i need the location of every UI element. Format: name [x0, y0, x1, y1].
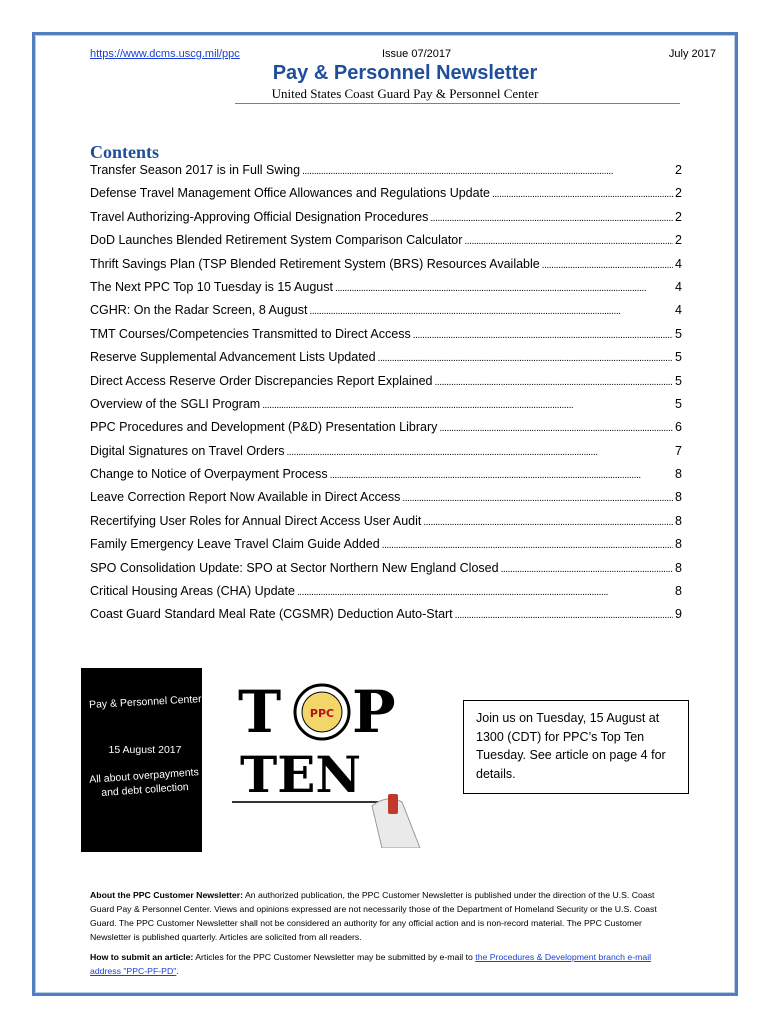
toc-entry[interactable]: Family Emergency Leave Travel Claim Guide Added . . . 8	[90, 537, 682, 560]
toc-entry[interactable]: TMT Courses/Competencies Transmitted to Direct Access . . . 5	[90, 327, 682, 350]
ten-text: TEN	[240, 745, 362, 804]
toc-entry[interactable]: Transfer Season 2017 is in Full Swing . . . 2	[90, 163, 682, 186]
toc-entry[interactable]: Travel Authorizing-Approving Official Designation Procedures . . . 2	[90, 210, 682, 233]
toc-entry[interactable]: DoD Launches Blended Retirement System Comparison Calculator . . . 2	[90, 233, 682, 256]
poster-subtitle: All about overpayments and debt collection	[88, 766, 200, 800]
toc-entry[interactable]: Leave Correction Report Now Available in Direct Access . . . 8	[90, 490, 682, 513]
newsletter-title: Pay & Personnel Newsletter	[272, 62, 538, 84]
newsletter-subtitle: United States Coast Guard Pay & Personnel Center	[271, 86, 539, 101]
top-text-t: T	[238, 678, 282, 746]
toc-entry[interactable]: The Next PPC Top 10 Tuesday is 15 August . . . 4	[90, 280, 682, 303]
toc-entry[interactable]: Thrift Savings Plan (TSP Blended Retirement System (BRS) Resources Available . . . 4	[90, 257, 682, 280]
submit-article: How to submit an article: Articles for the PPC Customer Newsletter may be submitted by e-mail to the Procedures & Development branch e-mail address "PPC-PF-PD".	[90, 952, 652, 976]
toc-entry[interactable]: PPC Procedures and Development (P&D) Presentation Library . . . 6	[90, 420, 682, 443]
toc-entry[interactable]: Reserve Supplemental Advancement Lists Updated . . . 5	[90, 350, 682, 373]
issue-date: July 2017	[668, 48, 716, 60]
contents-heading: Contents	[90, 142, 160, 162]
svg-text:PPC: PPC	[309, 707, 335, 720]
toc-entry[interactable]: CGHR: On the Radar Screen, 8 August . . . 4	[90, 303, 682, 326]
email-link[interactable]: the Procedures & Development branch e-mail address "PPC-PF-PD"	[90, 952, 652, 976]
top-ten-graphic	[222, 676, 432, 848]
issue-number: Issue 07/2017	[382, 48, 452, 60]
top-text-p: P	[352, 678, 396, 746]
toc-entry[interactable]: Recertifying User Roles for Annual Direct Access User Audit . . . 8	[90, 514, 682, 537]
toc-entry[interactable]: Direct Access Reserve Order Discrepancies Report Explained . . . 5	[90, 374, 682, 397]
toc-entry[interactable]: Critical Housing Areas (CHA) Update . . . 8	[90, 584, 682, 607]
table-of-contents	[90, 163, 682, 631]
website-link[interactable]: https://www.dcms.uscg.mil/ppc	[90, 48, 240, 60]
poster-date: 15 August 2017	[108, 744, 182, 756]
toc-entry[interactable]: Digital Signatures on Travel Orders . . . 7	[90, 444, 682, 467]
poster-title: Pay & Personnel Center	[88, 693, 202, 712]
event-callout: Join us on Tuesday, 15 August at 1300 (CDT) for PPC’s Top Ten Tuesday. See article on page 4 for details.	[463, 700, 689, 794]
event-poster	[81, 668, 202, 852]
toc-entry[interactable]: SPO Consolidation Update: SPO at Sector Northern New England Closed . . . 8	[90, 561, 682, 584]
toc-entry[interactable]: Defense Travel Management Office Allowances and Regulations Update . . . 2	[90, 186, 682, 209]
about-newsletter: About the PPC Customer Newsletter: An authorized publication, the PPC Customer Newsletter is published under the direction of the U.S. Coast Guard Pay & Personnel Center. Views and opinions expressed are not necessarily those of the Department of Homeland Security or the U.S. Coast Guard. The PPC Customer Newsletter shall not be considered an authority for any official action and is non-record material. The PPC Customer Newsletter is published quarterly. Articles are solicited from all readers.	[90, 890, 657, 942]
toc-entry[interactable]: Overview of the SGLI Program . . . 5	[90, 397, 682, 420]
toc-entry[interactable]: Change to Notice of Overpayment Process . . . 8	[90, 467, 682, 490]
header-divider	[235, 103, 680, 104]
toc-entry[interactable]: Coast Guard Standard Meal Rate (CGSMR) Deduction Auto-Start . . . 9	[90, 607, 682, 630]
